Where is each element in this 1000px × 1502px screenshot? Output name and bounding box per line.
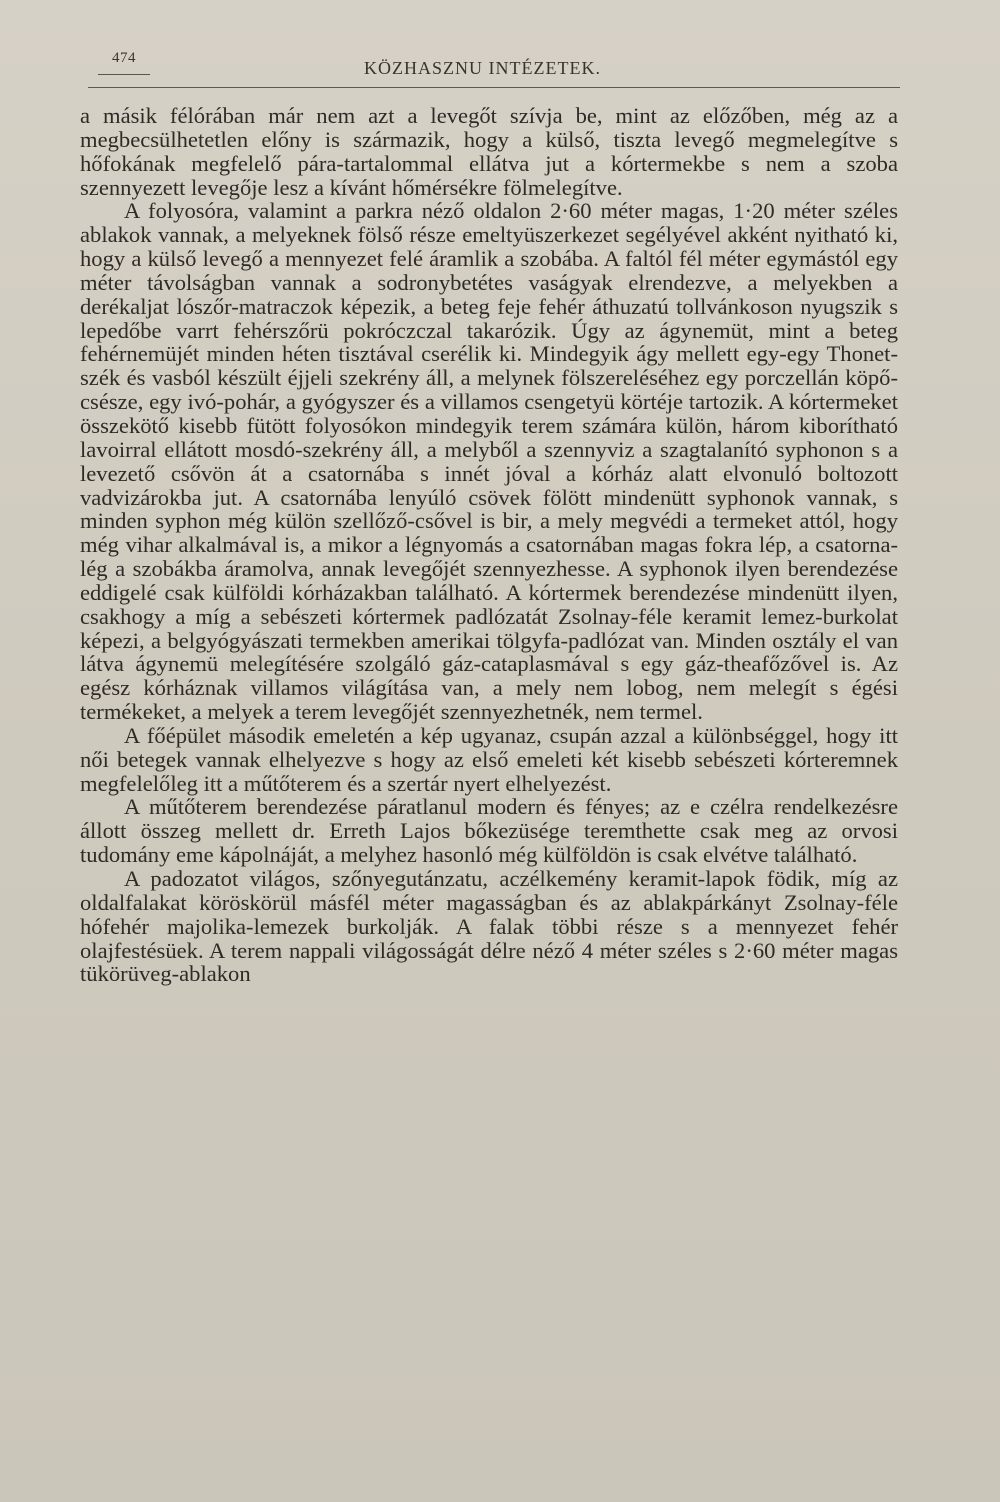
body-text [80, 104, 898, 986]
page-number: 474 [112, 50, 136, 66]
page-header [88, 44, 898, 90]
page-number-underline [98, 74, 150, 75]
header-rule [88, 87, 900, 88]
paragraph: a másik félórában már nem azt a levegőt szívja be, mint az előzőben, még az a megbecsülhetetlen előny is származik, hogy a külső, tiszta levegő megmelegítve s hőfokának megfelelő pára-tartalommal ellátva jut a kórtermekbe s nem a szoba szennyezett levegője lesz a kívánt hőmérsékre fölmelegítve. [80, 103, 898, 200]
paragraph: A műtőterem berendezése páratlanul modern és fényes; az e czélra rendelkezésre állott összeg mellett dr. Erreth Lajos bőkezüsége teremthette csak meg az orvosi tudomány eme kápolnáját, a melyhez hasonló még külföldön is csak elvétve található. [80, 794, 898, 868]
running-title: KÖZHASZNU INTÉZETEK. [364, 58, 601, 78]
paragraph: A főépület második emeletén a kép ugyanaz, csupán azzal a különbséggel, hogy itt női betegek vannak elhelyezve s hogy az első emeleti két kisebb sebészeti kórteremnek megfelelőleg itt a műtőterem és a szertár nyert elhelyezést. [80, 722, 898, 796]
paragraph: A padozatot világos, szőnyegutánzatu, aczélkemény keramit-lapok födik, míg az oldalfalakat köröskörül másfél méter magasságban és az ablakpárkányt Zsolnay-féle hófehér majolika-lemezek burkolják. A falak többi része s a mennyezet fehér olajfestésüek. A terem nappali világosságát délre néző 4 méter széles s 2·60 méter magas tükörüveg-ablakon [80, 866, 898, 987]
paragraph: A folyosóra, valamint a parkra néző oldalon 2·60 méter magas, 1·20 méter széles ablakok vannak, a melyeknek fölső része emeltyüszerkezet segélyével akként nyitható ki, hogy a külső levegő a mennyezet felé áramlik a szobába. A faltól fél méter egymástól egy méter távolságban vannak a sodronybetétes vaságyak elrendezve, a melyekben a derékaljat lószőr-matraczok képezik, a beteg feje fehér áthuzatú tollvánkoson nyugszik s lepedőbe varrt fehérszőrü pokróczczal takarózik. Úgy az ágynemüt, mint a beteg fehérnemüjét minden héten tisztával cserélik ki. Mindegyik ágy mellett egy-egy Thonet-szék és vasból készült éjjeli szekrény áll, a melynek fölszereléséhez egy porczellán köpő-csésze, egy ivó-pohár, a gyógyszer és a villamos csengetyü körtéje tartozik. A kórtermeket összekötő kisebb fütött folyosókon mindegyik terem számára külön, három kiborítható lavoirral ellátott mosdó-szekrény áll, a melyből a szennyviz a szagtalanító syphonon s a levezető csővön át a csatornába s innét jóval a kórház alatt elvonuló boltozott vadvizárokba jut. A csatornába lenyúló csövek fölött mindenütt syphonok vannak, s minden syphon még külön szellőző-csővel is bir, a mely megvédi a termeket attól, hogy még vihar alkalmával is, a mikor a légnyomás a csatornában magas fokra lép, a csatorna-lég a szobákba áramolva, annak levegőjét szennyezhesse. A syphonok ilyen berendezése eddigelé csak külföldi kórházakban található. A kórtermek berendezése mindenütt ilyen, csakhogy a míg a sebészeti kórtermek padlózatát Zsolnay-féle keramit lemez-burkolat képezi, a belgyógyászati termekben amerikai tölgyfa-padlózat van. Minden osztály el van látva ágynemü melegítésére szolgáló gáz-cataplasmával s egy gáz-theafőzővel is. Az egész kórháznak villamos világítása van, a mely nem lobog, nem melegít s égési termékeket, a melyek a terem levegőjét szennyezhetnék, nem termel. [80, 198, 898, 725]
